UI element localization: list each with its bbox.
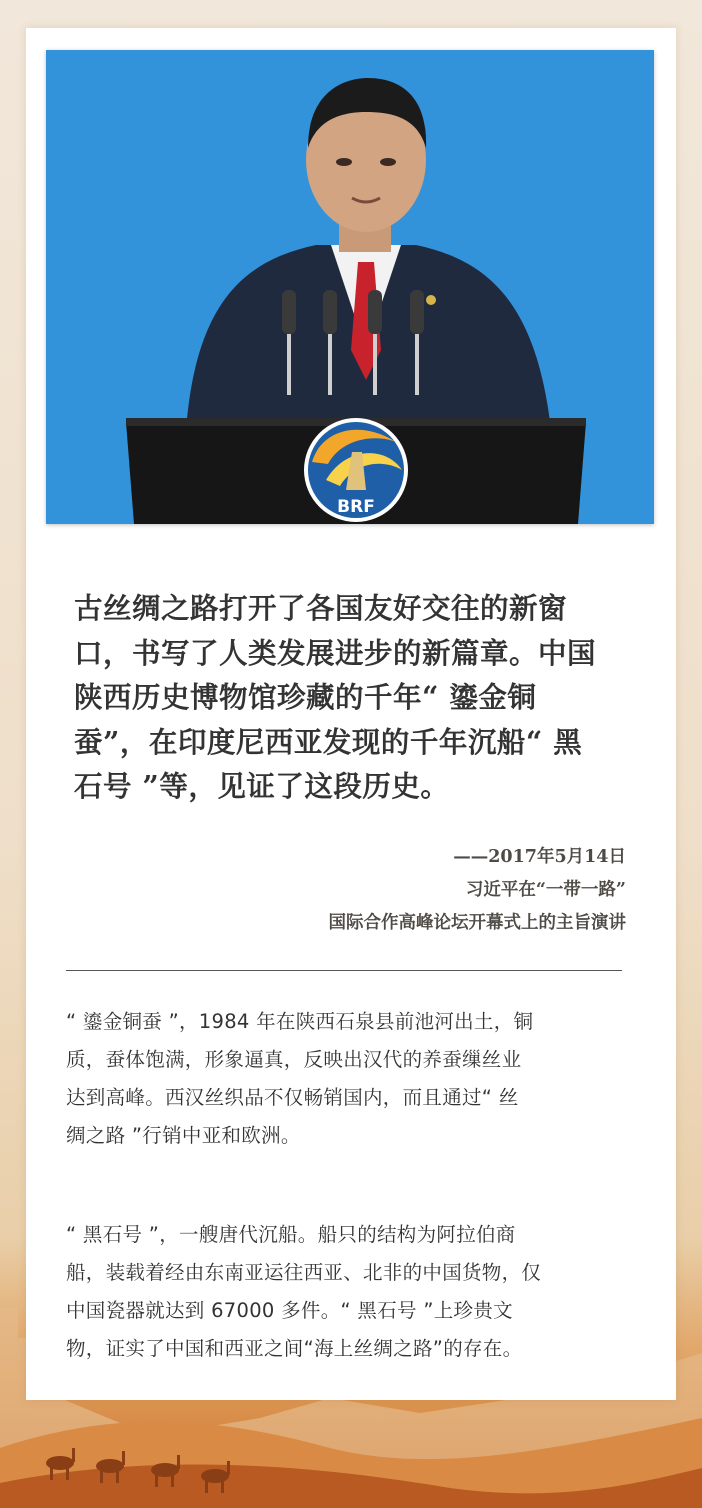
speaker-photo: [46, 50, 654, 524]
gilt-bronze-silkworm-paragraph: [66, 1003, 632, 1155]
quote-attribution: [106, 841, 626, 940]
paragraph-line: “ 黑石号 ”，一艘唐代沉船。船只的结构为阿拉伯商: [66, 1223, 516, 1246]
black-stone-shipwreck-paragraph: [66, 1216, 632, 1368]
quote-line: 口，书写了人类发展进步的新篇章。中国: [74, 635, 597, 670]
paragraph-line: 物，证实了中国和西亚之间“海上丝绸之路”的存在。: [66, 1337, 523, 1360]
attribution-speaker: 习近平在“一带一路”: [465, 880, 626, 900]
quote-line: 石号 ”等，见证了这段历史。: [74, 769, 450, 803]
speech-quote: [74, 586, 636, 809]
quote-line: 陕西历史博物馆珍藏的千年“ 鎏金铜: [74, 680, 537, 714]
quote-line: 古丝绸之路打开了各国友好交往的新窗: [74, 591, 568, 625]
paragraph-line: 达到高峰。西汉丝织品不仅畅销国内，而且通过“ 丝: [66, 1086, 519, 1109]
paragraph-line: 中国瓷器就达到 67000 多件。“ 黑石号 ”上珍贵文: [66, 1299, 513, 1322]
paragraph-line: “ 鎏金铜蚕 ”，1984 年在陕西石泉县前池河出土，铜: [66, 1010, 534, 1033]
content-card: [26, 28, 676, 1400]
paragraph-line: 绸之路 ”行销中亚和欧洲。: [66, 1124, 301, 1147]
speaker-illustration: [46, 50, 654, 524]
quote-line: 蚕”，在印度尼西亚发现的千年沉船“ 黑: [74, 724, 583, 759]
paragraph-line: 质，蚕体饱满，形象逼真，反映出汉代的养蚕缫丝业: [66, 1048, 522, 1071]
paragraph-line: 船，装载着经由东南亚运往西亚、北非的中国货物，仅: [66, 1261, 542, 1284]
attribution-date: ——2017年5月14日: [453, 847, 626, 867]
brf-logo-text: BRF: [337, 497, 375, 517]
divider-line: [66, 970, 622, 971]
attribution-event: 国际合作高峰论坛开幕式上的主旨演讲: [328, 913, 626, 933]
